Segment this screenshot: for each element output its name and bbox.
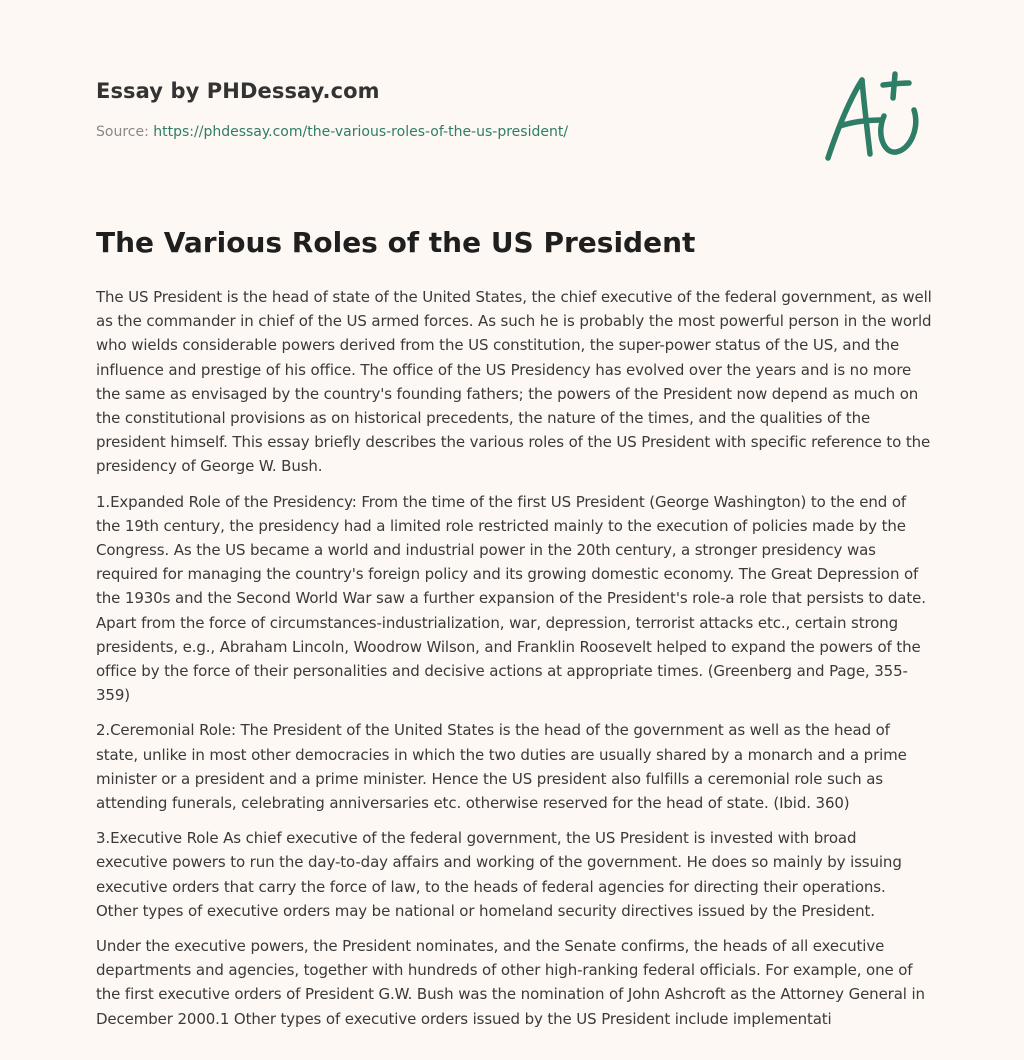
- essay-paragraph: The US President is the head of state of the United States, the chief executive of the federal government, as well as the commander in chief of the US armed forces. As such he is probably the most powerful person in the world who wields considerable powers derived from the US constitution, the super-power status of the US, and the influence and prestige of his office. The office of the US Presidency has evolved over the years and is no more the same as envisaged by the country's founding fathers; the powers of the President now depend as much on the constitutional provisions as on historical precedents, the nature of the times, and the qualities of the president himself. This essay briefly describes the various roles of the US President with specific reference to the presidency of George W. Bush.: [96, 288, 932, 476]
- essay-paragraph: 3.Executive Role As chief executive of the federal government, the US President is invested with broad executive powers to run the day-to-day affairs and working of the government. He does so mainly by issuing executive orders that carry the force of law, to the heads of federal agencies for directing their operations. Other types of executive orders may be national or homeland security directives issued by the President.: [96, 829, 902, 920]
- essay-body: [96, 285, 932, 1042]
- essay-paragraph: 2.Ceremonial Role: The President of the United States is the head of the government as well as the head of state, unlike in most other democracies in which the two duties are usually shared by a monarch and a prime minister or a president and a prime minister. Hence the US president also fulfills a ceremonial role such as attending funerals, celebrating anniversaries etc. otherwise reserved for the head of state. (Ibid. 360): [96, 721, 907, 813]
- essay-paragraph: 1.Expanded Role of the Presidency: From the time of the first US President (George Washington) to the end of the 19th century, the presidency had a limited role restricted mainly to the execution of policies made by the Congress. As the US became a world and industrial power in the 20th century, a stronger presidency was required for managing the country's foreign policy and its growing domestic economy. The Great Depression of the 1930s and the Second World War saw a further expansion of the President's role-a role that persists to date. Apart from the force of circumstances-industrialization, war, depression, terrorist attacks etc., certain strong presidents, e.g., Abraham Lincoln, Woodrow Wilson, and Franklin Roosevelt helped to expand the powers of the office by the force of their personalities and decisive actions at appropriate times. (Greenberg and Page, 355-359): [96, 492, 926, 705]
- a-plus-grade-icon: [822, 68, 926, 164]
- essay-title: The Various Roles of the US President: [96, 226, 696, 259]
- essay-page: [96, 0, 932, 1060]
- source-link[interactable]: https://phdessay.com/the-various-roles-of-the-us-president/: [153, 124, 569, 140]
- essay-paragraph: Under the executive powers, the President nominates, and the Senate confirms, the heads of all executive departments and agencies, together with hundreds of other high-ranking federal officials. For example, one of the first executive orders of President G.W. Bush was the nomination of John Ashcroft as the Attorney General in December 2000.1 Other types of executive orders issued by the US President include implementati: [96, 937, 925, 1028]
- source-label: Source:: [96, 124, 149, 140]
- site-brand: Essay by PHDessay.com: [96, 79, 380, 103]
- source-line: [96, 124, 568, 140]
